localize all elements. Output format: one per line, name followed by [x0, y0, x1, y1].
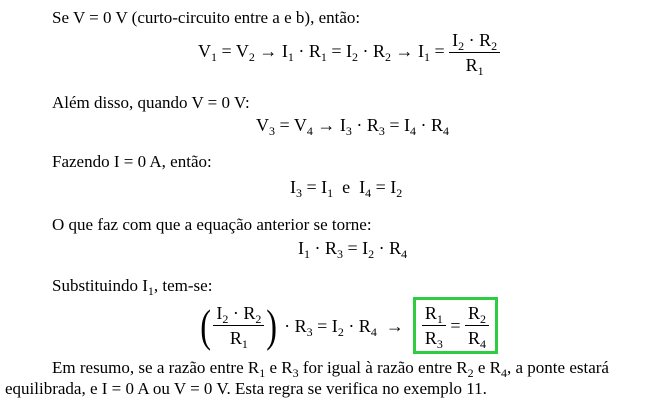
- paragraph-7: equilibrada, e I = 0 A ou V = 0 V. Esta regra se verifica no exemplo 11.: [5, 379, 487, 398]
- paragraph-6: Em resumo, se a razão entre $R_1$ e $R_3$ for igual à razão entre $R_2$ e $R_4$, a ponte estará: [52, 358, 609, 380]
- fraction-i1: $\frac{I_2 \cdot R_2}{R_1}$: [449, 29, 500, 76]
- equation-4: $I_1 \cdot R_3 = I_2 \cdot R_4$: [298, 238, 408, 261]
- equation-2: $V_3 = V_4 \to I_3 \cdot R_3 = I_4 \cdot R_4$: [256, 115, 449, 138]
- paragraph-1: Se V = 0 V (curto-circuito entre a e b), então:: [52, 8, 361, 27]
- fraction-substituted: $\frac{I_2 \cdot R_2}{R_1}$: [213, 302, 264, 349]
- paragraph-2: Além disso, quando V = 0 V:: [52, 93, 250, 112]
- paragraph-3: Fazendo I = 0 A, então:: [52, 152, 212, 171]
- highlighted-result-box: $\frac{R_1}{R_3}$ = $\frac{R_2}{R_4}$: [413, 297, 498, 354]
- equation-3: $I_3 = I_1$ e $I_4 = I_2$: [290, 177, 403, 200]
- paragraph-4: O que faz com que a equação anterior se torne:: [52, 215, 372, 234]
- equation-1: $V_1 = V_2 \to I_1 \cdot R_1 = I_2 \cdot R_2 \to I_1$ = $\frac{I_2 \cdot R_2}{R_1}$: [198, 29, 500, 76]
- paragraph-5: Substituindo $I_1$, tem-se:: [52, 276, 213, 298]
- equation-5: ( $\frac{I_2 \cdot R_2}{R_1}$ ) · $R_3 = I_2 \cdot R_4$ → $\frac{R_1}{R_3}$ = $\frac{R_2}{R_4}$: [198, 297, 498, 354]
